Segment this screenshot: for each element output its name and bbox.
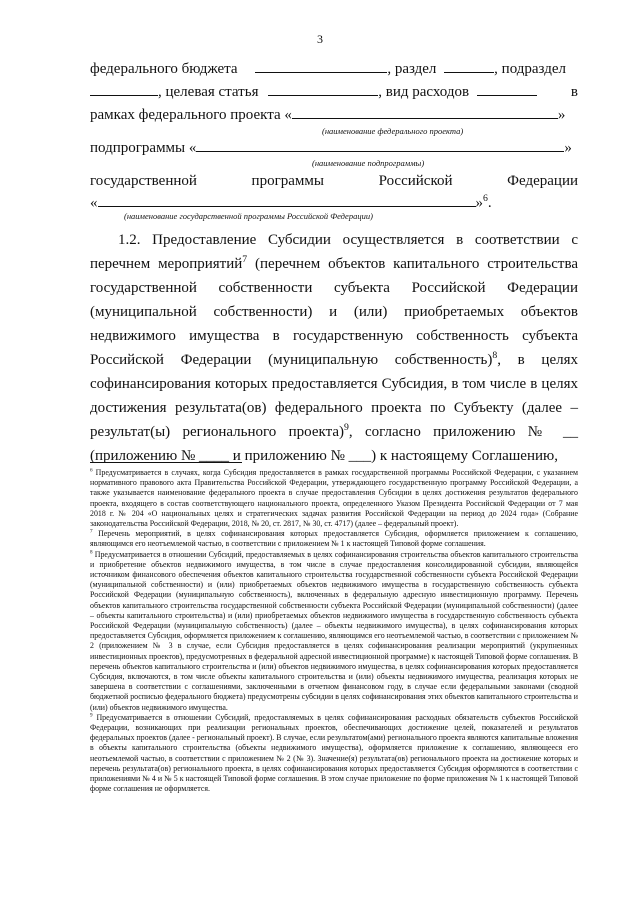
footnote-7-text: Перечень мероприятий, в целях софинансирования которых предоставляется Субсидия, оформляется приложением к соглашению, являющимся его неотъемлемой частью, в соответствии с приложением № 1 к настоящей Типовой форме соглашения. (90, 529, 578, 549)
clause-text-part-2: (перечнем объектов капитального строительства государственной собственности субъекта Российской Федерации (муниципальной собственности) и (или) приобретаемых объектов недвижимого имущества в государственную собственность субъекта Российской Федерации (муниципальную собственность) (90, 256, 578, 368)
clause-text-part-1: 1.2. Предоставление Субсидии осуществляется в соответствии с перечнем мероприятий (90, 232, 578, 272)
footnote-mark-6: 6 (90, 467, 93, 474)
header-line-6 (90, 194, 578, 212)
blank-target-article (268, 83, 378, 96)
clause-1-2 (90, 228, 578, 468)
label-subprogram: подпрограммы « (90, 140, 197, 156)
blank-state-program (98, 194, 476, 207)
footnote-9-text: Предусматривается в отношении Субсидий, предоставляемых в целях софинансирования расходных обязательств субъектов Российской Федерации, возникающих при реализации региональных проектов, обеспечивающих достижение целей, показателей и результатов федеральных проектов (далее - региональный проект). В случае, если результатом(ами) регионального проекта являются капитальные вложения в объекты капитального строительства (объекты недвижимого имущества), оформляется приложение к соглашению, являющееся его неотъемлемой частью, в соответствии с приложением № 2 (№ 3). Значение(я) результата(ов) регионального проекта на достижение которых и перечень результата(ов) регионального проекта, в целях софинансирования которых предоставляется Субсидия оформляются в соответствии с приложениями № 4 и № 5 к настоящей Типовой форме соглашения. В этом случае приложение по форме приложения № 1 к настоящей Типовой форме соглашения не оформляется. (90, 712, 578, 794)
quote-close-1: » (557, 107, 566, 123)
word-state: государственной (90, 173, 197, 189)
clause-text-part-3: , в целях софинансирования которых предоставляется Субсидия, в том числе в целях достижения результата(ов) федерального проекта по Субъекту (далее – результат(ы) регионального проекта) (90, 352, 578, 440)
quote-close-3: » (475, 195, 483, 211)
word-program: программы (251, 173, 324, 189)
caption-federal-project: (наименование федерального проекта) (322, 126, 464, 136)
header-line-4 (90, 139, 578, 157)
label-subsection: , подраздел (494, 61, 566, 77)
blank-section (444, 60, 494, 73)
header-line-1 (90, 60, 578, 78)
page-number: 3 (317, 32, 323, 46)
caption-state-program: (наименование государственной программы Российской Федерации) (124, 211, 373, 221)
footnote-ref-9: 9 (343, 422, 349, 433)
footnote-6-text: Предусматривается в случаях, когда Субсидия предоставляется в рамках государственной программы Российской Федерации, с указанием нормативного правового акта Правительства Российской Федерации, утверждающего государственную программу Российской Федерации, а также указывается наименование федерального проекта в случае предоставления Субсидии в целях достижения результатов федерального проекта, входящего в состав соответствующего национального проекта, определенного Указом Президента Российской Федерации от 7 мая 2018 г. № 204 «О национальных целях и стратегических задачах развития Российской Федерации на период до 2024 года» (Собрание законодательства Российской Федерации, 2018, № 20, ст. 2817, № 30, ст. 4717) (далее – федеральный проект). (90, 468, 578, 529)
footnote-ref-6: 6 (483, 193, 488, 204)
quote-close-2: » (564, 140, 572, 156)
footnote-6 (90, 468, 578, 529)
caption-subprogram: (наименование подпрограммы) (312, 158, 425, 168)
footnote-7 (90, 529, 578, 549)
label-in: в (570, 84, 578, 100)
footnote-mark-9: 9 (90, 712, 93, 719)
blank-subsection (90, 83, 158, 96)
clause-text-part-4: , согласно приложению № __ (приложению № ____ и приложению № ___) к настоящему Соглашению, (90, 424, 578, 464)
label-target-article: , целевая статья (158, 84, 259, 100)
label-expense-type: , вид расходов (378, 84, 470, 100)
footnote-ref-8: 8 (492, 350, 498, 361)
clause-1-2-text (90, 228, 578, 468)
word-russian: Российской (378, 173, 453, 189)
blank-federal-project (292, 106, 558, 119)
header-line-3 (90, 106, 578, 124)
footnote-8 (90, 550, 578, 713)
footnote-9 (90, 713, 578, 795)
footnote-ref-7: 7 (242, 254, 248, 265)
period: . (487, 195, 492, 211)
blank-expense-type (477, 83, 537, 96)
label-federal-budget: федерального бюджета (90, 61, 238, 77)
label-section: , раздел (387, 61, 437, 77)
blank-budget (255, 60, 387, 73)
footnote-mark-7: 7 (90, 528, 93, 535)
quote-open-3: « (90, 195, 98, 211)
footnote-8-text: Предусматривается в отношении Субсидий, предоставляемых в целях софинансирования строительства объектов капитального строительства и приобретение объектов недвижимого имущества, в том числе в случае предоставления консолидированной субсидии, являющейся источником финансового обеспечения объектов капитального строительства государственной собственности субъекта Российской Федерации (муниципальной собственности) и (или) приобретаемых объектов недвижимого имущества в государственную собственность субъекта Российской Федерации (муниципальную собственность), включенных в федеральную адресную инвестиционную программу. Перечень объектов капитального строительства государственной собственности субъекта Российской Федерации (муниципальной собственности) (далее – объекты капитального строительства) и (или) приобретаемых объектов недвижимого имущества в государственную собственность субъекта Российской Федерации (муниципальную собственность) (далее – объекты недвижимого имущества), в целях софинансирования которых предоставляется Субсидия, оформляется приложением к соглашению, являющимся его неотъемлемой частью, в соответствии с приложением № 2 (приложением № 3 в случае, если Субсидия предоставляется в целях софинансирования реализации мероприятий (укрупненных инвестиционных проектов), предусмотренных в федеральной адресной инвестиционной программе) к настоящей Типовой форме соглашения. В перечень объектов капитального строительства и (или) объектов недвижимого имущества, в целях софинансирования которых предоставляется Субсидия, включаются, в том числе объекты капитального строительства и (или) объекты недвижимого имущества, реализация которых не завершена в соответствии с соглашениями, заключенными в отчетном финансовом году, в случае если федеральными законами (сводной бюджетной росписью федерального бюджета) предусмотрены субсидии в целях софинансирования этих объектов капитального строительства и (или) объектов недвижимого имущества. (90, 549, 578, 712)
word-federation: Федерации (507, 173, 579, 189)
header-line-2 (90, 83, 578, 101)
footnote-mark-8: 8 (90, 549, 93, 555)
label-federal-project: рамках федерального проекта « (90, 107, 292, 123)
footnote-separator (90, 462, 242, 463)
footnotes (90, 468, 578, 795)
header-line-5 (90, 172, 578, 190)
blank-subprogram (196, 139, 564, 152)
